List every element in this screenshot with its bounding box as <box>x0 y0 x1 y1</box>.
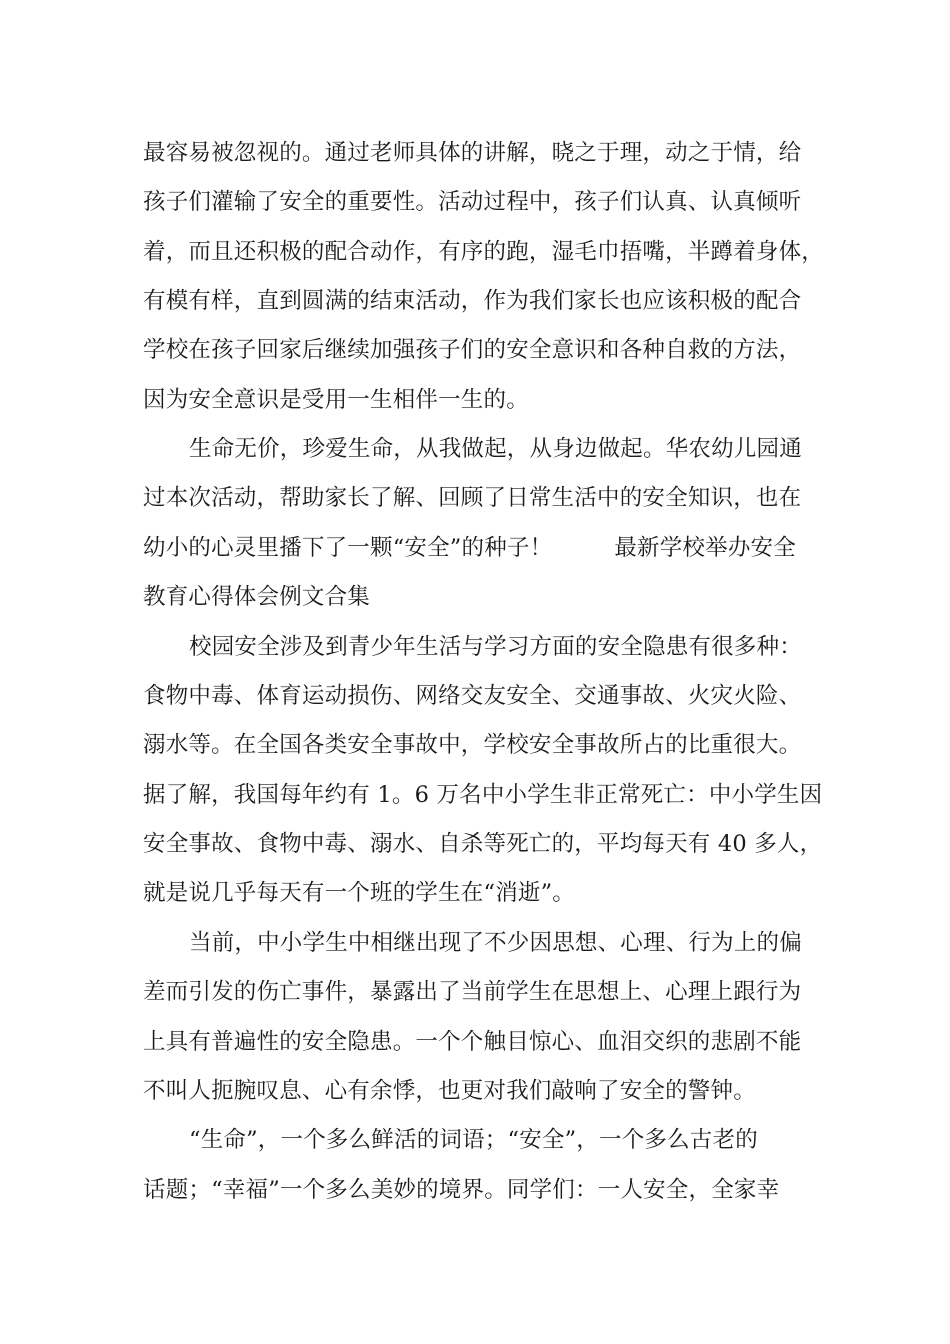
text-line: 因为安全意识是受用一生相伴一生的。 <box>143 387 529 413</box>
text-line <box>143 533 796 563</box>
section-title-end: 教育心得体会例文合集 <box>143 584 371 610</box>
text-line: 着，而且还积极的配合动作，有序的跑，湿毛巾捂嘴，半蹲着身体， <box>143 239 825 265</box>
text-line: 当前，中小学生中相继出现了不少因思想、心理、行为上的偏 <box>189 930 802 956</box>
text-line-segment: 幼小的心灵里播下了一颗“安全”的种子！ <box>143 535 553 561</box>
text-line: 溺水等。在全国各类安全事故中，学校安全事故所占的比重很大。 <box>143 732 802 758</box>
text-line: 安全事故、食物中毒、溺水、自杀等死亡的，平均每天有 40 多人， <box>143 831 823 857</box>
text-line: 差而引发的伤亡事件，暴露出了当前学生在思想上、心理上跟行为 <box>143 979 802 1005</box>
text-line: 校园安全涉及到青少年生活与学习方面的安全隐患有很多种： <box>189 634 802 660</box>
text-line: 最容易被忽视的。通过老师具体的讲解，晓之于理，动之于情，给 <box>143 140 802 166</box>
text-line: 过本次活动，帮助家长了解、回顾了日常生活中的安全知识，也在 <box>143 485 802 511</box>
text-line: “生命”，一个多么鲜活的词语；“安全”，一个多么古老的 <box>189 1127 758 1153</box>
text-line: 就是说几乎每天有一个班的学生在“消逝”。 <box>143 880 576 906</box>
text-line: 生命无价，珍爱生命，从我做起，从身边做起。华农幼儿园通 <box>189 436 802 462</box>
text-line: 不叫人扼腕叹息、心有余悸，也更对我们敲响了安全的警钟。 <box>143 1078 756 1104</box>
text-line: 据了解，我国每年约有 1。6 万名中小学生非正常死亡：中小学生因 <box>143 782 823 808</box>
text-line: 有模有样，直到圆满的结束活动，作为我们家长也应该积极的配合 <box>143 288 802 314</box>
text-line: 孩子们灌输了安全的重要性。活动过程中，孩子们认真、认真倾听 <box>143 189 802 215</box>
text-line: 学校在孩子回家后继续加强孩子们的安全意识和各种自救的方法， <box>143 337 802 363</box>
text-line: 话题；“幸福”一个多么美妙的境界。同学们：一人安全，全家幸 <box>143 1177 780 1203</box>
text-line: 上具有普遍性的安全隐患。一个个触目惊心、血泪交织的悲剧不能 <box>143 1029 802 1055</box>
section-title-start: 最新学校举办安全 <box>614 535 796 561</box>
text-line: 食物中毒、体育运动损伤、网络交友安全、交通事故、火灾火险、 <box>143 683 802 709</box>
